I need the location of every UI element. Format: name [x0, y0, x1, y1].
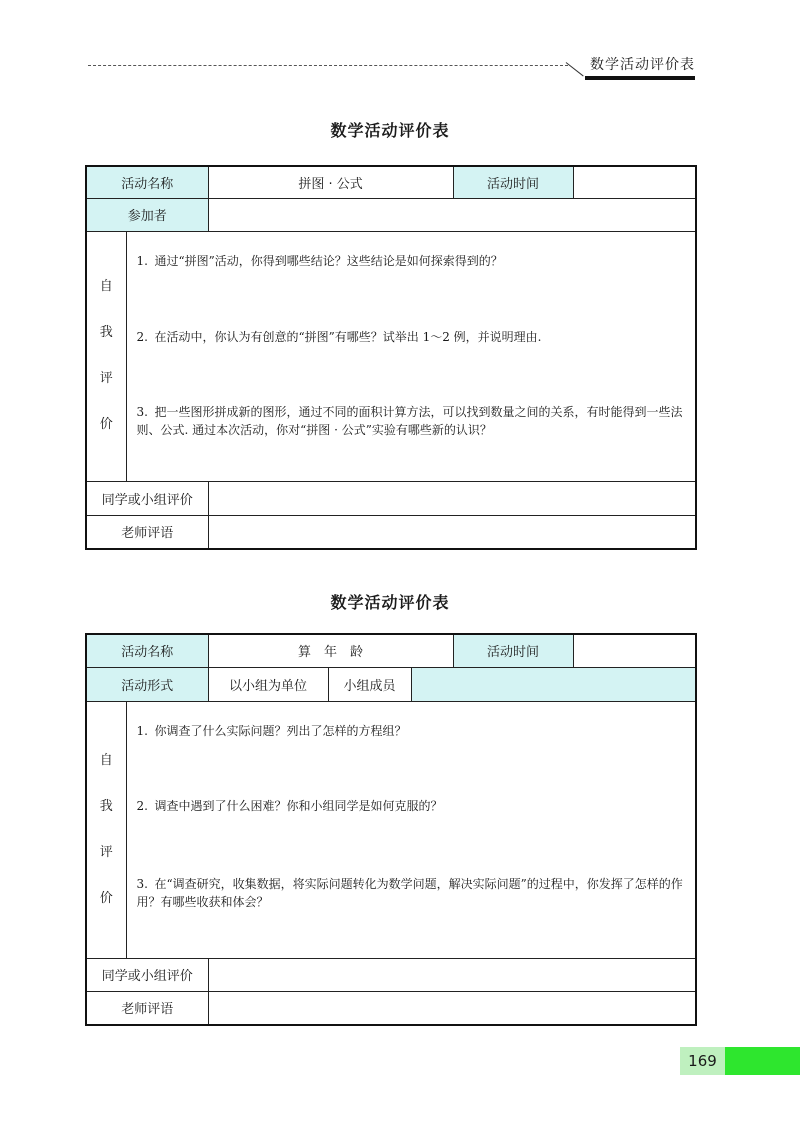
activity-time-label: 活动时间	[453, 634, 573, 667]
self-eval-char: 自	[99, 279, 113, 294]
activity-time-value[interactable]	[573, 166, 696, 198]
table2-title: 数学活动评价表	[330, 593, 450, 612]
header-dashed-rule	[88, 65, 568, 66]
question-3: 3. 在“调查研究，收集数据，将实际问题转化为数学问题，解决实际问题”的过程中，你发挥了怎样的作用？有哪些收获和体会？	[136, 876, 683, 909]
teacher-comment-field[interactable]	[208, 991, 696, 1025]
question-2: 2. 在活动中，你认为有创意的“拼图”有哪些？试举出 1～2 例，并说明理由.	[136, 329, 542, 344]
self-eval-char: 评	[99, 844, 113, 860]
header-slant-rule	[566, 62, 584, 76]
question-3: 3. 把一些图形拼成新的图形，通过不同的面积计算方法，可以找到数量之间的关系，有时能得到一些法则、公式. 通过本次活动，你对“拼图 · 公式”实验有哪些新的认识？	[136, 404, 683, 437]
activity-form-label: 活动形式	[86, 667, 208, 701]
peer-eval-field[interactable]	[208, 958, 696, 991]
header-underline-bar	[585, 76, 695, 80]
activity-name-value[interactable]: 拼图 · 公式	[208, 166, 453, 198]
activity-name-value[interactable]: 算 年 龄	[208, 634, 453, 667]
teacher-comment-field[interactable]	[208, 515, 696, 549]
question-1: 1. 通过“拼图”活动，你得到哪些结论？这些结论是如何探索得到的？	[136, 253, 503, 268]
self-eval-side-label	[86, 231, 126, 481]
peer-eval-field[interactable]	[208, 481, 696, 515]
running-header-title: 数学活动评价表	[590, 57, 695, 73]
self-eval-char: 我	[99, 325, 113, 340]
activity-name-label: 活动名称	[86, 166, 208, 198]
evaluation-table-2	[85, 633, 697, 1026]
self-eval-questions[interactable]	[126, 701, 696, 958]
group-members-label: 小组成员	[328, 667, 411, 701]
group-members-value[interactable]	[411, 667, 696, 701]
self-eval-char: 我	[99, 798, 113, 814]
activity-time-label: 活动时间	[453, 166, 573, 198]
evaluation-table-1	[85, 165, 697, 550]
table1-title: 数学活动评价表	[330, 121, 450, 140]
question-2: 2. 调查中遇到了什么困难？你和小组同学是如何克服的？	[136, 798, 443, 813]
participants-label: 参加者	[86, 198, 208, 231]
self-eval-char: 价	[99, 890, 113, 906]
participants-value[interactable]	[208, 198, 696, 231]
self-eval-questions[interactable]	[126, 231, 696, 481]
activity-time-value[interactable]	[573, 634, 696, 667]
self-eval-char: 评	[99, 371, 113, 386]
activity-form-value[interactable]: 以小组为单位	[208, 667, 328, 701]
peer-eval-label: 同学或小组评价	[86, 481, 208, 515]
question-1: 1. 你调查了什么实际问题？列出了怎样的方程组？	[136, 723, 407, 738]
self-eval-side-label	[86, 701, 126, 958]
page-tab-bar	[725, 1047, 800, 1075]
self-eval-char: 价	[99, 417, 113, 432]
peer-eval-label: 同学或小组评价	[86, 958, 208, 991]
self-eval-char: 自	[99, 752, 113, 768]
teacher-comment-label: 老师评语	[86, 991, 208, 1025]
page-number: 169	[680, 1047, 725, 1075]
activity-name-label: 活动名称	[86, 634, 208, 667]
teacher-comment-label: 老师评语	[86, 515, 208, 549]
